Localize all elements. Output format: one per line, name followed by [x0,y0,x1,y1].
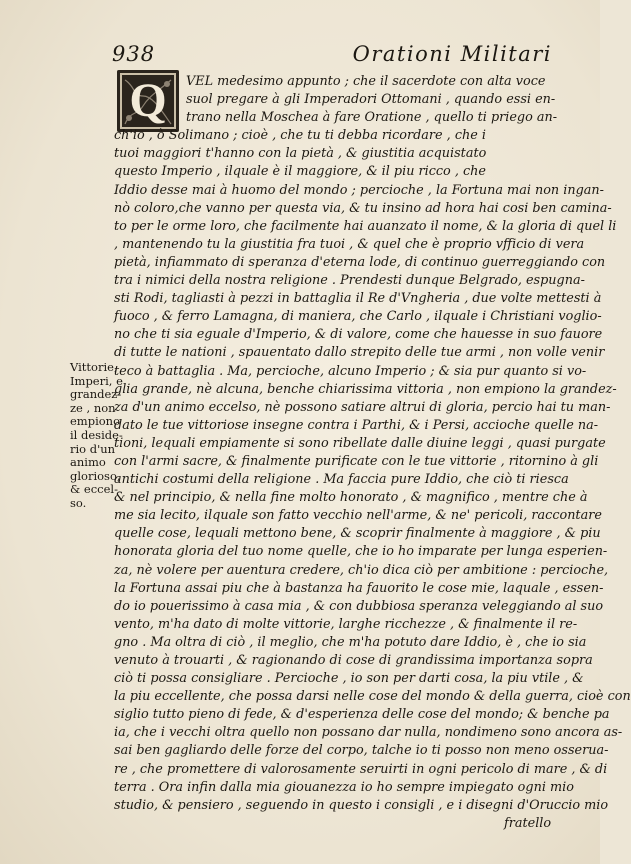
running-title: Orationi Militari [352,42,552,66]
margin-note-line: & eccel- [70,482,118,497]
page-header [112,42,552,70]
text-line: suol pregare à gli Imperadori Ottomani , quando essi en- [186,92,556,108]
text-line: tuoi maggiori t'hanno con la pietà , & giustitia acquistato [114,146,487,162]
margin-note-line: glorioso, [70,468,121,483]
margin-note-line: Vittorie, [70,360,118,374]
catchword: fratello [504,815,552,831]
text-line: la piu eccellente, che possa darsi nelle cose del mondo & della guerra, cioè con [114,689,631,705]
text-line: questo Imperio , ilquale è il maggiore, & il piu ricco , che [114,164,486,180]
margin-note [70,360,123,511]
text-line: to per le orme loro, che facilmente hai auanzato il nome, & la gloria di quel li [114,218,617,234]
text-line: no che ti sia eguale d'Imperio, & di valore, come che hauesse in suo fauore [114,327,603,343]
text-line: & nel principio, & nella fine molto honorato , & magnifico , mentre che à [114,490,588,506]
text-line: nò coloro,che vanno per questa via, & tu insino ad hora hai cosi ben camina- [114,200,612,216]
text-line: teco à battaglia . Ma, percioche, alcuno Imperio ; & sia pur quanto si vo- [114,363,587,379]
page-number: 938 [112,42,156,66]
text-line: ciò ti possa consigliare . Percioche , io son per darti cosa, la piu vtile , & [114,671,584,687]
text-line: dato le tue vittoriose insegne contra i Parthi, & i Persi, accioche quelle na- [114,417,599,433]
text-line: quelle cose, lequali mettono bene, & scoprir finalmente à maggiore , & piu [114,526,601,542]
text-line: gno . Ma oltra di ciò , il meglio, che m'ha potuto dare Iddio, è , che io sia [114,634,587,650]
margin-note-line: so. [70,495,87,510]
text-line: do io pouerissimo à casa mia , & con dubbiosa speranza veleggiando al suo [114,598,604,614]
oration-text [114,73,631,833]
text-line: VEL medesimo appunto ; che il sacerdote con alta voce [186,74,546,89]
text-line: glia grande, nè alcuna, benche chiarissima vittoria , non empiono la grandez- [114,381,617,397]
text-line: za, nè volere per auentura credere, ch'io dica ciò per ambitione : percioche, [114,562,609,578]
text-line: venuto à trouarti , & ragionando di cose di grandissima importanza sopra [114,653,593,668]
text-line: fuoco , & ferro Lamagna, di maniera, che Carlo , ilquale i Christiani voglio- [114,309,602,325]
text-line: di tutte le nationi , spauentato dallo strepito delle tue armi , non volle venir [114,345,605,361]
text-line: Iddio desse mai à huomo del mondo ; percioche , la Fortuna mai non ingan- [114,182,604,198]
text-line: re , che promettere di valorosamente seruirti in ogni pericolo di mare , & di [114,761,608,777]
text-line: me sia lecito, ilquale son fatto vecchio nell'arme, & ne' pericoli, raccontare [114,508,602,524]
text-line: terra . Ora infin dalla mia giouanezza io ho sempre impiegato ogni mio [114,779,574,795]
text-line: honorata gloria del tuo nome quelle, che io ho imparate per lunga esperien- [114,544,608,560]
text-line: tra i nimici della nostra religione . Prendesti dunque Belgrado, espugna- [114,273,585,289]
text-line: studio, & pensiero , seguendo in questo i consigli , e i disegni d'Oruccio mio [114,797,609,813]
margin-note-line: ze , non [70,400,116,415]
margin-note-line: animo [70,455,106,470]
initial-letter: Q [129,74,167,127]
text-line: tioni, lequali empiamente si sono ribellate dalle diuine leggi , quasi purgate [114,435,606,451]
margin-note-line: Imperi, e [70,373,123,388]
text-line: con l'armi sacre, & finalmente purificate con le tue vittorie , ritornino à gli [114,453,599,469]
margin-note-line: grandez- [70,387,122,402]
text-line: , mantenendo tu la giustitia fra tuoi , & quel che è proprio vfficio di vera [114,236,585,252]
margin-note-line: empiono [70,414,121,429]
margin-note-line: rio d'un [70,441,116,456]
text-line: siglio tutto pieno di fede, & d'esperienza delle cose del mondo; & benche pa [114,707,610,723]
text-line: ia, che i vecchi oltra quello non possano dar nulla, nondimeno sono ancora as- [114,725,623,741]
margin-note-line: il deside- [70,427,123,442]
text-line: sai ben gagliardo delle forze del corpo, talche io ti posso non meno osserua- [114,743,609,759]
text-line: antichi costumi della religione . Ma faccia pure Iddio, che ciò ti riesca [114,472,569,488]
text-line: la Fortuna assai piu che à bastanza ha fauorito le cose mie, laquale , essen- [114,580,604,596]
text-line: za d'un animo eccelso, nè possono satiare altrui di gloria, percio hai tu man- [114,399,611,415]
text-line: trano nella Moschea à fare Oratione , quello ti priego an- [186,110,558,126]
text-line: vento, m'ha dato di molte vittorie, larghe ricchezze , & finalmente il re- [114,616,578,632]
text-line: pietà, infiammato di speranza d'eterna lode, di continuo guerreggiando con [114,254,606,270]
text-line: ch'io , ò Solimano ; cioè , che tu ti debba ricordare , che i [114,128,486,144]
text-line: sti Rodi, tagliasti à pezzi in battaglia il Re d'Vngheria , due volte mettesti à [114,291,602,307]
